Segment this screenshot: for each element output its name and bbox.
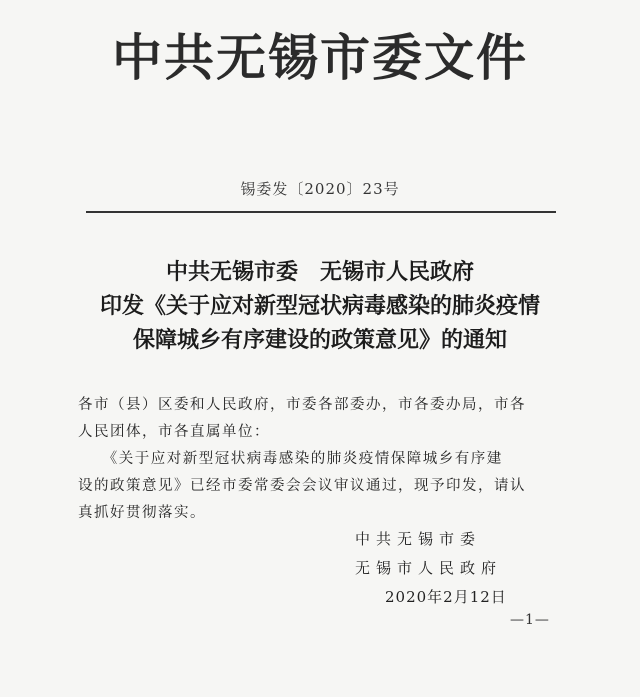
signature-date: 2020年2月12日 <box>385 588 507 606</box>
page-number: —1— <box>510 612 550 628</box>
document-masthead: 中共无锡市委文件 <box>112 29 528 87</box>
signature-org-party: 中共无锡市委 <box>355 530 482 548</box>
body-line-3: 《关于应对新型冠状病毒感染的肺炎疫情保障城乡有序建 <box>78 451 503 467</box>
header-divider <box>86 211 556 213</box>
document-number: 锡委发〔2020〕23号 <box>240 180 400 198</box>
notice-body <box>78 392 564 527</box>
body-line-2: 人民团体，市各直属单位： <box>78 424 270 440</box>
title-line-2: 印发《关于应对新型冠状病毒感染的肺炎疫情 <box>99 293 540 319</box>
body-line-4: 设的政策意见》已经市委常委会会议审议通过，现予印发，请认 <box>78 478 526 494</box>
signature-org-government: 无锡市人民政府 <box>355 559 503 577</box>
title-line-1: 中共无锡市委 无锡市人民政府 <box>165 259 474 285</box>
notice-title <box>0 255 640 357</box>
title-line-3: 保障城乡有序建设的政策意见》的通知 <box>132 327 507 353</box>
body-line-5: 真抓好贯彻落实。 <box>78 505 206 521</box>
body-line-1: 各市（县）区委和人民政府，市委各部委办，市各委办局，市各 <box>78 397 526 413</box>
signature-block <box>355 525 555 612</box>
